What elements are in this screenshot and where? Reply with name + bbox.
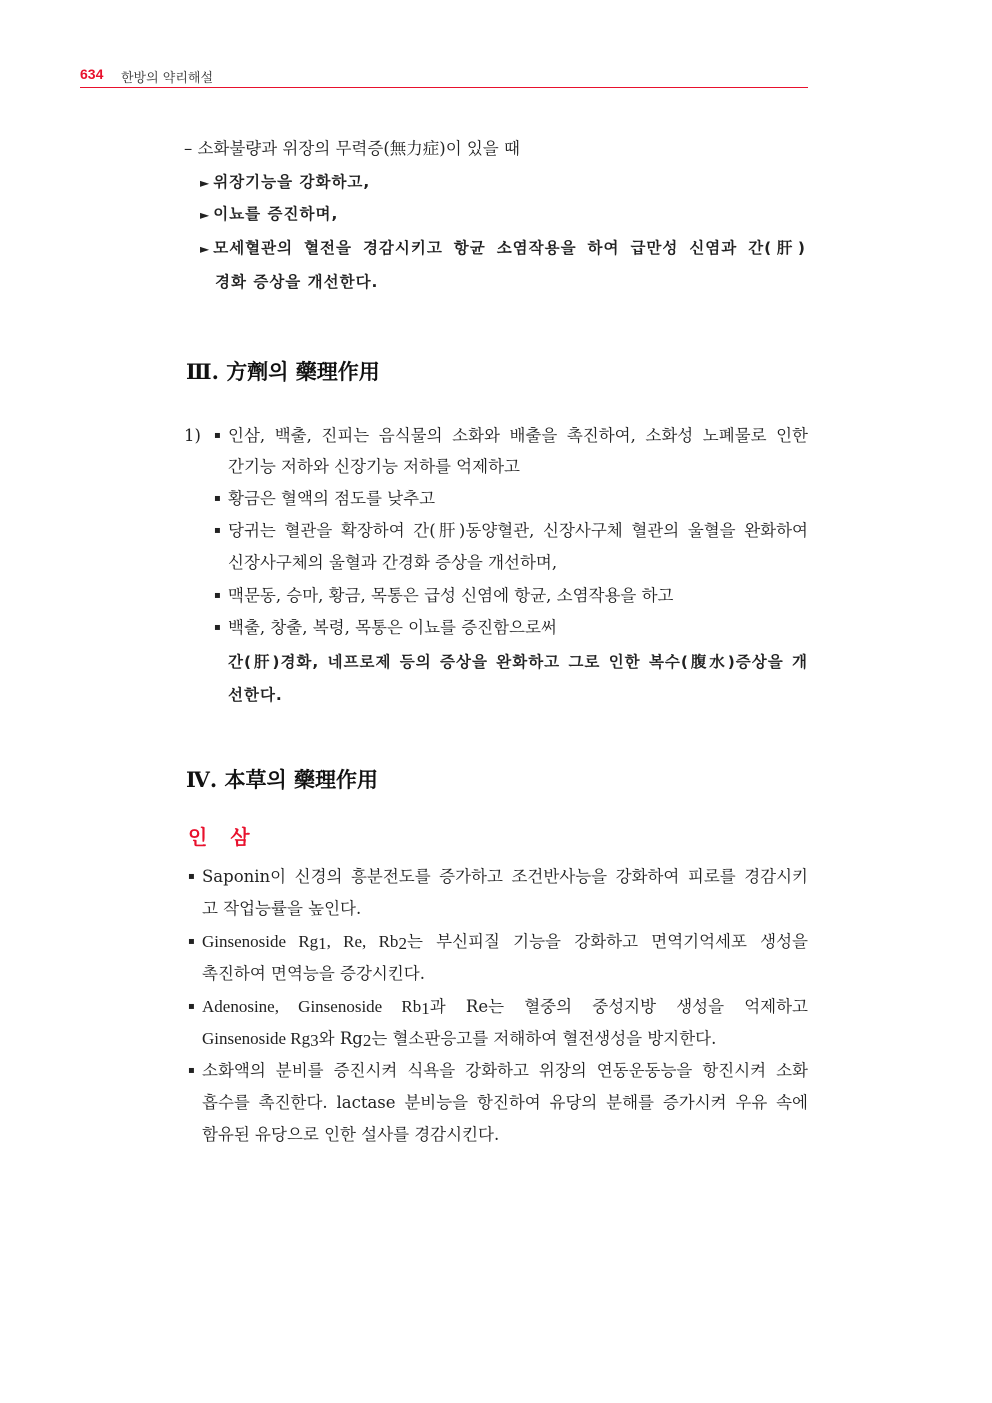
s4-para-2-line-2: 촉진하여 면역능을 증강시킨다. bbox=[202, 964, 425, 983]
s3-bullet-5-bold-line-2: 선한다. bbox=[228, 686, 283, 704]
intro-item-3-cont: 경화 증상을 개선한다. bbox=[215, 273, 379, 291]
intro-item-3: ► 모세혈관의 혈전을 경감시키고 항균 소염작용을 하여 급만성 신염과 간(肝) bbox=[200, 239, 806, 257]
bullet-icon: ▪ bbox=[188, 936, 195, 947]
bullet-icon: ▪ bbox=[214, 430, 221, 441]
intro-item-1: ► 위장기능을 강화하고, bbox=[200, 173, 371, 191]
arrow-icon: ► bbox=[200, 176, 211, 190]
intro-dash-line: – 소화불량과 위장의 무력증(無力症)이 있을 때 bbox=[184, 139, 520, 158]
s4-para-1-line-1: Saponin이 신경의 흥분전도를 증가하고 조건반사능을 강화하여 피로를 경감시키 bbox=[202, 867, 808, 886]
bullet-icon: ▪ bbox=[214, 590, 221, 601]
s3-bullet-3-line-1: 당귀는 혈관을 확장하여 간(肝)동양혈관, 신장사구체 혈관의 울혈을 완화하여 bbox=[228, 521, 808, 540]
bullet-icon: ▪ bbox=[214, 493, 221, 504]
page-number: 634 bbox=[80, 66, 104, 82]
s3-bullet-1-line-2: 간기능 저하와 신장기능 저하를 억제하고 bbox=[228, 457, 520, 476]
bullet-icon: ▪ bbox=[188, 1065, 195, 1076]
running-title: 한방의 약리해설 bbox=[121, 71, 214, 86]
bullet-icon: ▪ bbox=[188, 1001, 195, 1012]
s3-bullet-4: 맥문동, 승마, 황금, 목통은 급성 신염에 항균, 소염작용을 하고 bbox=[228, 586, 674, 605]
arrow-icon: ► bbox=[200, 208, 211, 222]
header-rule bbox=[80, 87, 808, 88]
section-heading-4: Ⅳ. 本草의 藥理作用 bbox=[186, 767, 379, 792]
section-heading-3: Ⅲ. 方劑의 藥理作用 bbox=[186, 359, 380, 384]
herb-subheading: 인 삼 bbox=[188, 825, 258, 849]
s4-para-3-line-1: Adenosine, Ginsenoside $Rb_1$과 Re는 혈중의 중성지방 생성을 억제하고 bbox=[202, 997, 809, 1018]
s3-bullet-1-line-1: 인삼, 백출, 진피는 음식물의 소화와 배출을 촉진하여, 소화성 노폐물로 인한 bbox=[228, 426, 808, 445]
page-header bbox=[80, 66, 808, 88]
list-number: 1) bbox=[184, 426, 201, 445]
bullet-icon: ▪ bbox=[188, 871, 195, 882]
arrow-icon: ► bbox=[200, 242, 211, 256]
s4-para-4-line-1: 소화액의 분비를 증진시켜 식욕을 강화하고 위장의 연동운동능을 항진시켜 소화 bbox=[202, 1061, 808, 1080]
s4-para-4-line-2: 흡수를 촉진한다. lactase 분비능을 항진하여 유당의 분해를 증가시켜 우유 속에 bbox=[202, 1093, 808, 1112]
bullet-icon: ▪ bbox=[214, 525, 221, 536]
s4-para-2-line-1: Ginsenoside $Rg_1$, Re, $Rb_2$는 부신피질 기능을 강화하고 면역기억세포 생성을 bbox=[202, 932, 808, 953]
s3-bullet-2: 황금은 혈액의 점도를 낮추고 bbox=[228, 489, 436, 508]
s3-bullet-5: 백출, 창출, 복령, 목통은 이뇨를 증진함으로써 bbox=[228, 618, 557, 637]
intro-item-2: ► 이뇨를 증진하며, bbox=[200, 205, 339, 223]
s3-bullet-3-line-2: 신장사구체의 울혈과 간경화 증상을 개선하며, bbox=[228, 553, 558, 572]
s4-para-3-line-2: Ginsenoside $Rg_3$와 $Rg_2$는 혈소판응고를 저해하여 혈전생성을 방지한다. bbox=[202, 1029, 717, 1050]
s3-bullet-5-bold-line-1: 간(肝)경화, 네프로제 등의 증상을 완화하고 그로 인한 복수(腹水)증상을 개 bbox=[228, 653, 808, 671]
s4-para-1-line-2: 고 작업능률을 높인다. bbox=[202, 899, 362, 918]
s4-para-4-line-3: 함유된 유당으로 인한 설사를 경감시킨다. bbox=[202, 1125, 500, 1144]
bullet-icon: ▪ bbox=[214, 622, 221, 633]
